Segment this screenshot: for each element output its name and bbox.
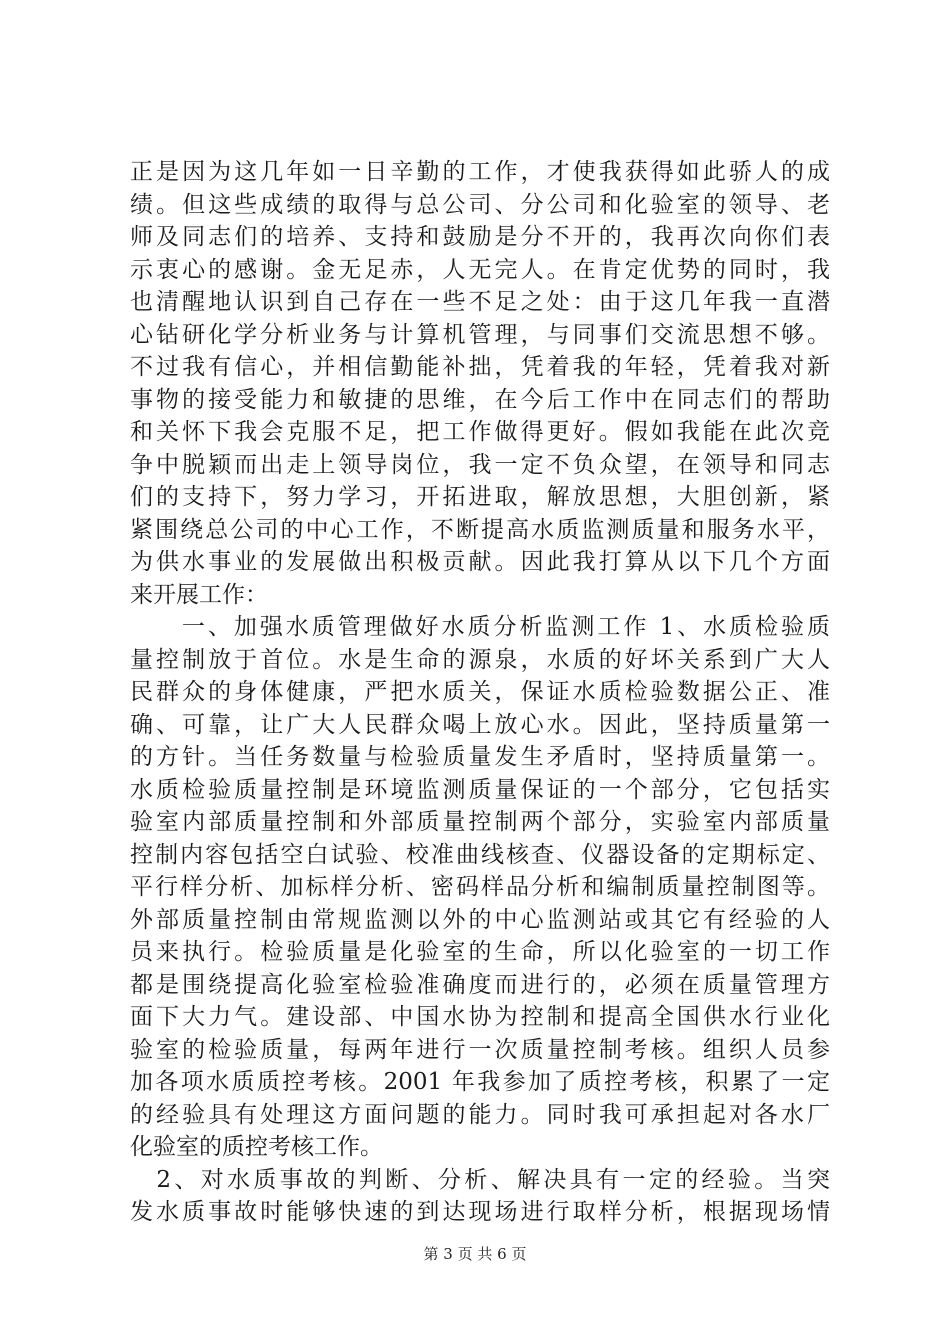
text-line: 外部质量控制由常规监测以外的中心监测站或其它有经验的人 (130, 906, 830, 933)
text-line: 发水质事故时能够快速的到达现场进行取样分析，根据现场情 (130, 1199, 830, 1225)
text-line: 心钻研化学分析业务与计算机管理，与同事们交流思想不够。 (130, 321, 830, 348)
text-line: 们的支持下，努力学习，开拓进取，解放思想，大胆创新，紧 (130, 484, 830, 510)
page-number-footer: 第 3 页 共 6 页 (423, 1245, 527, 1263)
body-text (130, 156, 830, 1229)
text-line: 验室的检验质量，每两年进行一次质量控制考核。组织人员参 (130, 1036, 830, 1063)
text-line: 确、可靠，让广大人民群众喝上放心水。因此，坚持质量第一 (130, 711, 830, 738)
text-line: 师及同志们的培养、支持和鼓励是分不开的，我再次向你们表 (130, 224, 830, 250)
text-line: 为供水事业的发展做出积极贡献。因此我打算从以下几个方面 (130, 549, 830, 575)
text-line: 一、加强水质管理做好水质分析监测工作 1、水质检验质 (130, 614, 830, 640)
text-line: 控制内容包括空白试验、校准曲线核查、仪器设备的定期标定、 (130, 841, 830, 868)
text-line: 加各项水质质控考核。2001 年我参加了质控考核，积累了一定 (130, 1069, 830, 1095)
text-line: 民群众的身体健康，严把水质关，保证水质检验数据公正、准 (130, 679, 830, 705)
text-line: 平行样分析、加标样分析、密码样品分析和编制质量控制图等。 (130, 874, 830, 900)
text-line: 的方针。当任务数量与检验质量发生矛盾时，坚持质量第一。 (130, 744, 830, 770)
text-line: 也清醒地认识到自己存在一些不足之处：由于这几年我一直潜 (130, 289, 830, 315)
text-line: 争中脱颖而出走上领导岗位，我一定不负众望，在领导和同志 (130, 451, 830, 478)
text-line: 都是围绕提高化验室检验准确度而进行的，必须在质量管理方 (130, 971, 830, 998)
text-line: 面下大力气。建设部、中国水协为控制和提高全国供水行业化 (130, 1004, 830, 1030)
text-line: 验室内部质量控制和外部质量控制两个部分，实验室内部质量 (130, 809, 830, 835)
text-line: 2、对水质事故的判断、分析、解决具有一定的经验。当突 (130, 1166, 830, 1193)
text-line: 紧围绕总公司的中心工作，不断提高水质监测质量和服务水平， (130, 516, 830, 543)
text-line: 示衷心的感谢。金无足赤，人无完人。在肯定优势的同时，我 (130, 256, 830, 283)
text-line: 员来执行。检验质量是化验室的生命，所以化验室的一切工作 (130, 939, 830, 965)
text-line: 事物的接受能力和敏捷的思维，在今后工作中在同志们的帮助 (130, 386, 830, 413)
text-line: 量控制放于首位。水是生命的源泉，水质的好坏关系到广大人 (130, 646, 830, 673)
text-line: 正是因为这几年如一日辛勤的工作，才使我获得如此骄人的成 (130, 159, 830, 185)
text-line: 不过我有信心，并相信勤能补拙，凭着我的年轻，凭着我对新 (130, 354, 830, 380)
text-line: 来开展工作： (130, 581, 268, 608)
text-line: 水质检验质量控制是环境监测质量保证的一个部分，它包括实 (130, 776, 830, 803)
text-line: 和关怀下我会克服不足，把工作做得更好。假如我能在此次竞 (130, 419, 830, 445)
text-line: 绩。但这些成绩的取得与总公司、分公司和化验室的领导、老 (130, 191, 830, 218)
text-line: 化验室的质控考核工作。 (130, 1134, 383, 1160)
text-line: 的经验具有处理这方面问题的能力。同时我可承担起对各水厂 (130, 1101, 830, 1128)
